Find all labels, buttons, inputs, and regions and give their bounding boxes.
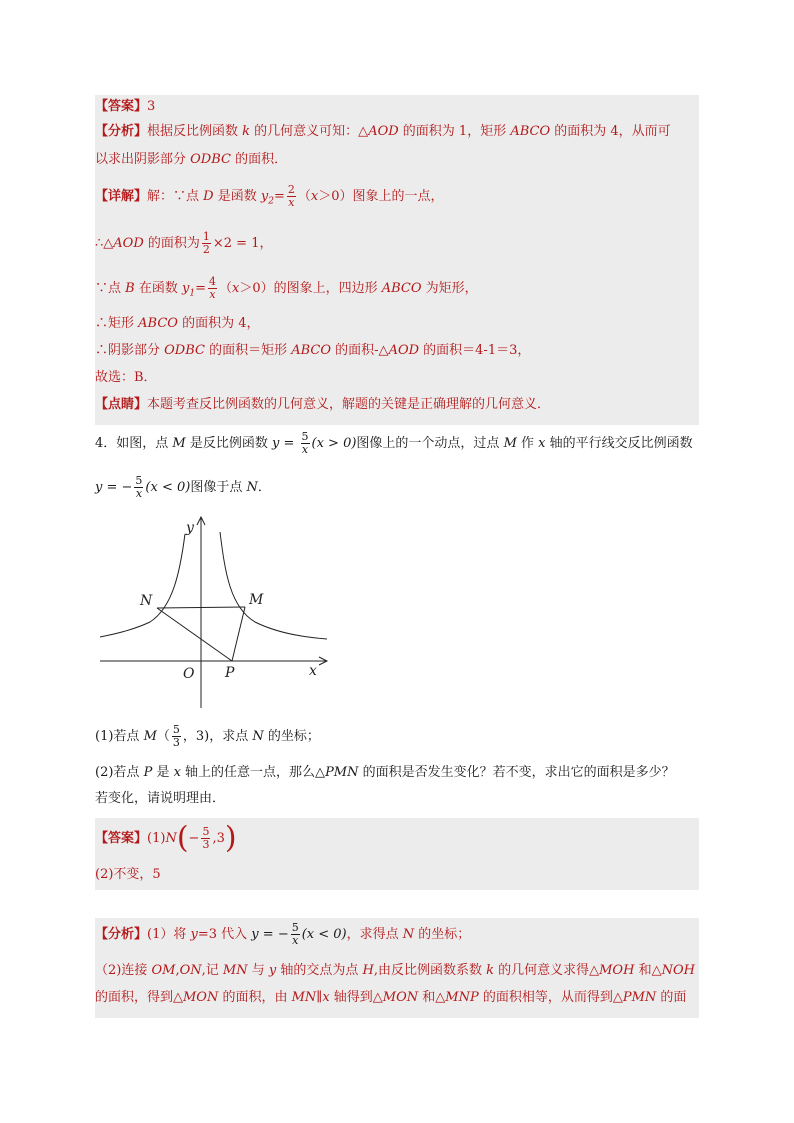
- sub-question-2-line-1: (2)若点 P 是 x 轴上的任意一点，那么△PMN 的面积是否发生变化？若不变，求出它的面积是多少？: [95, 765, 675, 780]
- prev-detail-line-3: ∵点 B 在函数 $y_1=$ $\frac{4}{x}$ （x＞0）的图象上，四边形 ABCO 为矩形，: [95, 275, 478, 301]
- label-p: P: [225, 665, 235, 681]
- answer-block-2: [95, 860, 699, 890]
- prev-solution-block: [95, 95, 699, 425]
- fraction: $\frac{5}{x}$: [135, 474, 143, 500]
- question-4-line-1: 4．如图，点 M 是反比例函数 y = $\frac{5}{x}$ (x > 0)图像上的一个动点，过点 M 作 x 轴的平行线交反比例函数: [95, 430, 693, 456]
- answer-line-2: (2)不变，5: [95, 867, 161, 882]
- fraction: $\frac{1}{2}$: [202, 230, 210, 256]
- prev-comment-line: 【点睛】本题考查反比例函数的几何意义，解题的关键是正确理解的几何意义．: [95, 397, 551, 412]
- analysis-line-1: 【分析】(1）将 y=3 代入 y = − $\frac{5}{x}$ (x < 0)，求得点 N 的坐标；: [95, 921, 471, 947]
- label-o: O: [183, 666, 195, 682]
- segment-nm: [157, 607, 245, 608]
- analysis-line-3: 的面积，得到△MON 的面积，由 MN∥x 轴得到△MON 和△MNP 的面积相等，从而得到△PMN 的面: [95, 990, 687, 1005]
- prev-detail-line-1: 【详解】解：∵点 D 是函数 $y_2=$ $\frac{2}{x}$ （x＞0）图象上的一点，: [95, 183, 444, 209]
- fraction: $\frac{4}{x}$: [208, 275, 216, 301]
- prev-detail-line-6: 故选：B．: [95, 370, 157, 385]
- fraction: $\frac{5}{3}$: [202, 825, 210, 851]
- segment-np: [157, 608, 232, 661]
- label-y: y: [186, 520, 194, 536]
- fraction: $\frac{5}{x}$: [291, 921, 299, 947]
- left-hyperbola-branch: [100, 534, 185, 637]
- segment-mp: [232, 607, 245, 661]
- label-n: N: [140, 593, 153, 609]
- answer-block: [95, 818, 699, 860]
- right-hyperbola-branch: [220, 532, 327, 639]
- hyperbola-figure: [95, 512, 335, 712]
- fraction: $\frac{5}{x}$: [301, 430, 309, 456]
- label-x: x: [309, 663, 317, 679]
- question-4-line-2: y = − $\frac{5}{x}$ (x < 0)图像于点 N．: [95, 474, 271, 500]
- analysis-block: [95, 918, 699, 1018]
- fraction: $\frac{5}{3}$: [172, 723, 180, 749]
- sub-question-2-line-2: 若变化，请说明理由．: [95, 791, 226, 806]
- prev-detail-line-2: ∴△AOD 的面积为 $\frac{1}{2}$ ×2 = 1，: [95, 230, 273, 256]
- prev-detail-line-5: ∴阴影部分 ODBC 的面积＝矩形 ABCO 的面积-△AOD 的面积＝4-1＝3，: [95, 343, 531, 358]
- prev-analysis-line-1: 【分析】根据反比例函数 k 的几何意义可知：△AOD 的面积为 1，矩形 ABCO 的面积为 4，从而可: [95, 124, 671, 139]
- sub-question-1: (1)若点 M（ $\frac{5}{3}$ ，3)，求点 N 的坐标；: [95, 723, 320, 749]
- fraction: $\frac{2}{x}$: [287, 183, 295, 209]
- prev-answer-line: 【答案】3: [95, 99, 156, 114]
- prev-analysis-line-2: 以求出阴影部分 ODBC 的面积．: [95, 152, 288, 167]
- prev-detail-line-4: ∴矩形 ABCO 的面积为 4，: [95, 316, 260, 331]
- analysis-line-2: （2)连接 OM,ON,记 MN 与 y 轴的交点为点 H,由反比例函数系数 k 的几何意义求得△MOH 和△NOH: [95, 963, 695, 978]
- label-m: M: [249, 592, 264, 608]
- answer-line-1: 【答案】(1)N(− $\frac{5}{3}$ ,3): [95, 820, 237, 856]
